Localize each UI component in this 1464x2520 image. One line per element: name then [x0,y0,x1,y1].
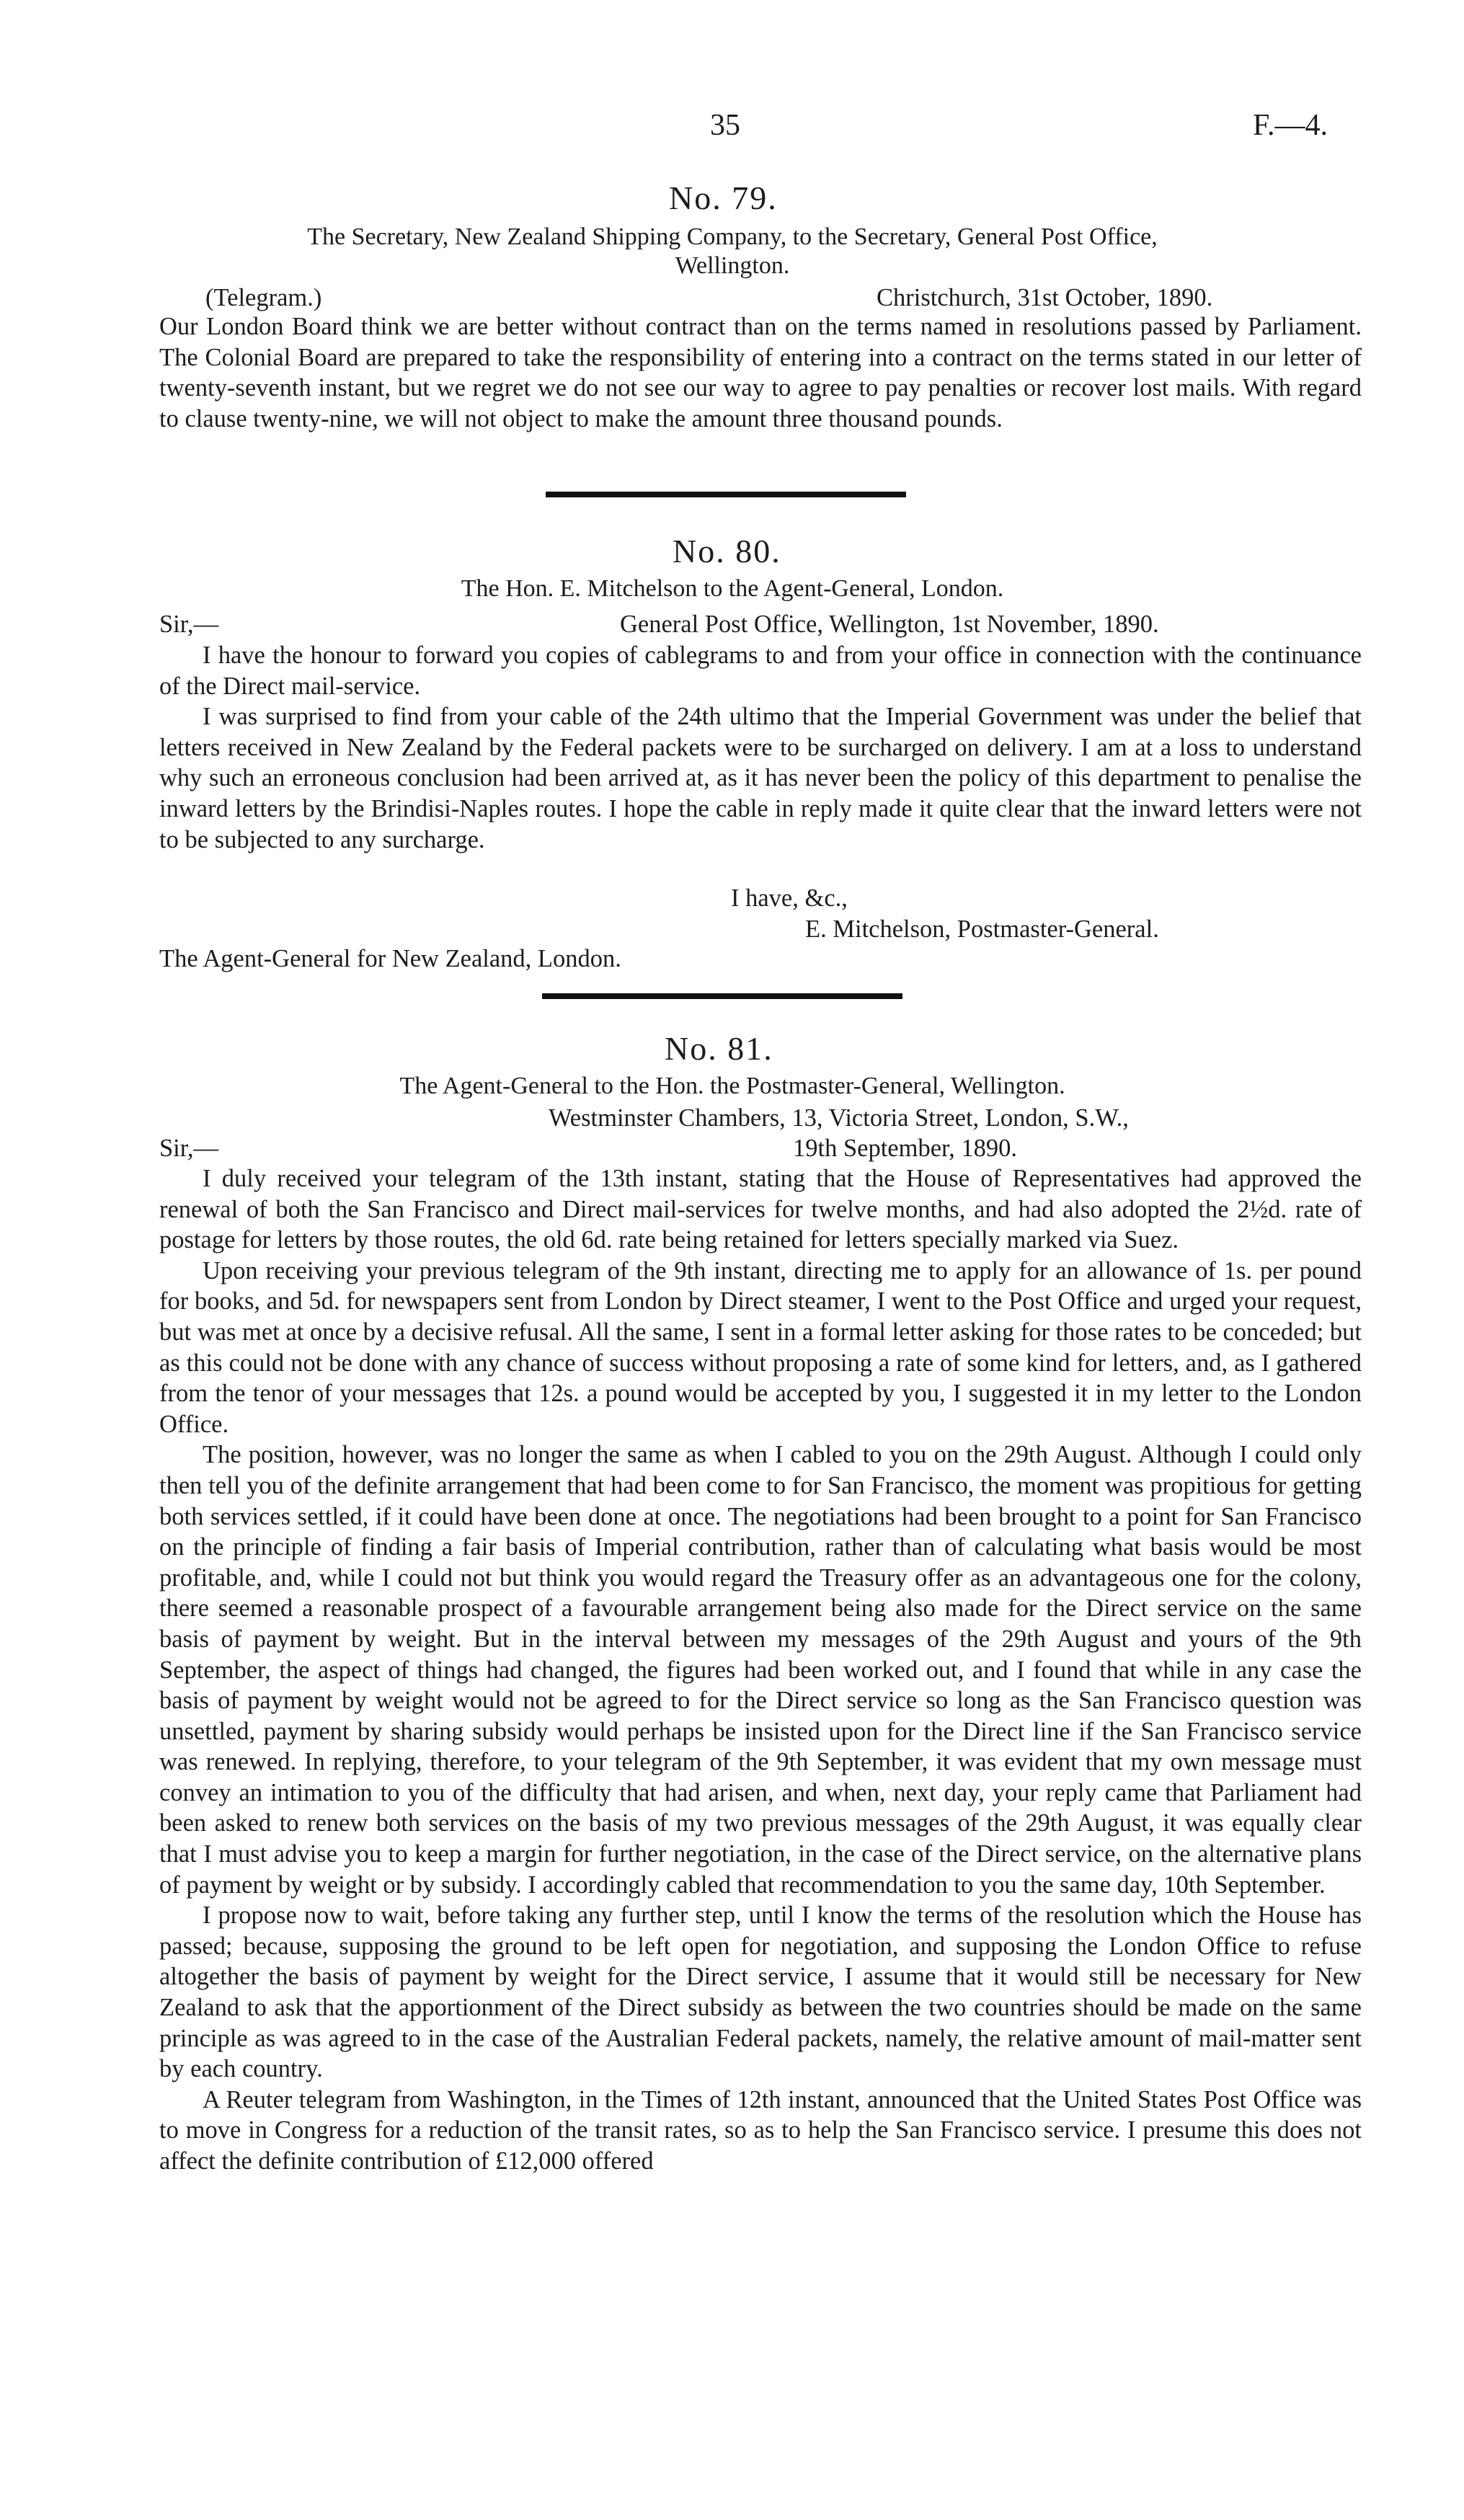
letter-79-telegram-label: (Telegram.) [205,284,322,311]
letter-81-salutation: Sir,— [159,1135,219,1162]
letter-81-paragraph-5: A Reuter telegram from Washington, in the Times of 12th instant, announced that the United States Post Office was to move in Congress for a reduction of the transit rates, so as to help the San Francisco service. I presume this does not affect the definite contribution of £12,000 offered [159,2085,1362,2175]
letter-80-number: No. 80. [673,533,781,569]
document-reference: F.—4. [1253,109,1328,142]
letter-81-paragraph-4: I propose now to wait, before taking any further step, until I know the terms of the resolution which the House has passed; because, supposing the ground to be left open for negotiation, and supposing the London Office to refuse altogether the basis of payment by weight for the Direct service, I assume that it would still be necessary for New Zealand to ask that the apportionment of the Direct subsidy as between the two countries should be made on the same principle as was agreed to in the case of the Australian Federal packets, namely, the relative amount of mail-matter sent by each country. [159,1902,1362,2083]
letter-79-text: Our London Board think we are better without contract than on the terms named in resolutions passed by Parliament. The Colonial Board are prepared to take the responsibility of entering into a contract on the terms stated in our letter of twenty-seventh instant, but we regret we do not see our way to agree to pay penalties or recover lost mails. With regard to clause twenty-nine, we will not object to make the amount three thousand pounds. [159,313,1362,432]
letter-80-paragraph-2: I was surprised to find from your cable of the 24th ultimo that the Imperial Government was under the belief that letters received in New Zealand by the Federal packets were to be surcharged on delivery. I am at a loss to understand why such an erroneous conclusion had been arrived at, as it has never been the policy of this department to penalise the inward letters by the Brindisi-Naples routes. I hope the cable in reply made it quite clear that the inward letters were not to be subjected to any surcharge. [159,703,1362,853]
letter-81-paragraph-3: The position, however, was no longer the same as when I cabled to you on the 29th August. Although I could only then tell you of the definite arrangement that had been come to for San Francisco, the moment was propitious for getting both services settled, if it could have been done at once. The negotiations had been brought to a point for San Francisco on the principle of finding a fair basis of Imperial contribution, rather than of calculating what basis would be most profitable, and, while I could not but think you would regard the Treasury offer as an advantageous one for the colony, there seemed a reasonable prospect of a favourable arrangement being also made for the Direct service on the same basis of payment by weight. But in the interval between my messages of the 29th August and yours of the 9th September, the aspect of things had changed, the figures had been worked out, and I found that while in any case the basis of payment by weight would not be agreed to for the Direct service so long as the San Francisco question was unsettled, payment by sharing subsidy would perhaps be insisted upon for the Direct line if the San Francisco service was renewed. In replying, therefore, to your telegram of the 9th September, it was evident that my own message must convey an intimation to you of the difficulty that had arisen, and when, next day, your reply came that Parliament had been asked to renew both services on the basis of my two previous messages of the 29th August, it was equally clear that I must advise you to keep a margin for further negotiation, in the case of the Direct service, on the alternative plans of payment by weight or by subsidy. I accordingly cabled that recommendation to you the same day, 10th September. [159,1441,1362,1899]
page-number: 35 [710,109,740,142]
letter-81-date: 19th September, 1890. [793,1135,1017,1162]
letter-80-salutation: Sir,— [159,611,219,638]
letter-79-body [159,311,1362,434]
letter-81-paragraph-2: Upon receiving your previous telegram of the 9th instant, directing me to apply for an allowance of 1s. per pound for books, and 5d. for newspapers sent from London by Direct steamer, I went to the Post Office and urged your request, but was met at once by a decisive refusal. All the same, I sent in a formal letter asking for those rates to be conceded; but as this could not be done with any chance of success without proposing a rate of some kind for letters, and, as I gathered from the tenor of your messages that 12s. a pound would be accepted by you, I suggested it in my letter to the London Office. [159,1256,1362,1438]
letter-79-number: No. 79. [669,179,778,216]
letter-81-heading: The Agent-General to the Hon. the Postmaster-General, Wellington. [399,1073,1065,1099]
section-divider [542,993,902,999]
letter-79-heading-line2: Wellington. [675,252,790,279]
letter-81-paragraph-1: I duly received your telegram of the 13th instant, stating that the House of Representatives had approved the renewal of both the San Francisco and Direct mail-services for twelve months, and had also adopted the 2½d. rate of postage for letters by those routes, the old 6d. rate being retained for letters specially marked via Suez. [159,1165,1362,1254]
letter-81-body [159,1163,1362,2177]
letter-80-heading: The Hon. E. Mitchelson to the Agent-General, London. [461,575,1004,602]
letter-80-dateline: General Post Office, Wellington, 1st November, 1890. [620,611,1159,638]
letter-79-heading-line1: The Secretary, New Zealand Shipping Company, to the Secretary, General Post Office, [307,223,1158,250]
letter-80-addressee: The Agent-General for New Zealand, London. [159,945,621,972]
letter-80-paragraph-1: I have the honour to forward you copies of cablegrams to and from your office in connection with the continuance of the Direct mail-service. [159,642,1362,700]
letter-80-body [159,640,1362,855]
letter-81-number: No. 81. [665,1030,773,1067]
letter-79-dateline: Christchurch, 31st October, 1890. [877,284,1213,311]
letter-80-signature: E. Mitchelson, Postmaster-General. [805,915,1159,943]
letter-81-address: Westminster Chambers, 13, Victoria Street, London, S.W., [549,1104,1129,1132]
letter-80-closing: I have, &c., [731,884,848,912]
section-divider [546,492,906,497]
